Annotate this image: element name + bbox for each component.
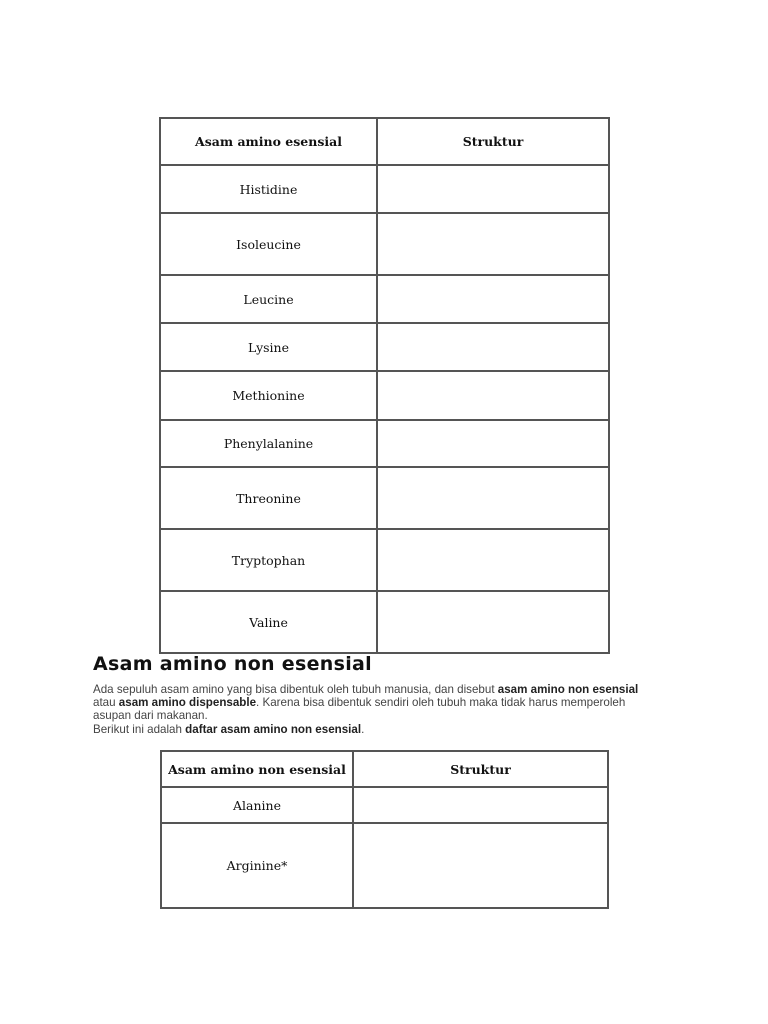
amino-acid-name: Arginine* (161, 823, 353, 908)
structure-cell (353, 823, 608, 908)
amino-acid-name: Leucine (160, 275, 377, 323)
structure-cell (353, 787, 608, 823)
structure-cell (377, 165, 609, 213)
table-row (160, 275, 609, 323)
table-row (160, 420, 609, 467)
structure-cell (377, 420, 609, 467)
essential-amino-acid-table (159, 117, 610, 654)
structure-cell (377, 371, 609, 420)
section-heading: Asam amino non esensial (93, 653, 372, 675)
table-row (161, 823, 608, 908)
structure-cell (377, 591, 609, 653)
table-row (160, 213, 609, 275)
paragraph-text: atau (93, 696, 119, 710)
column-header-structure: Struktur (377, 118, 609, 165)
table-row (160, 165, 609, 213)
bold-term: asam amino dispensable (118, 696, 257, 710)
table-row (161, 787, 608, 823)
amino-acid-name: Methionine (160, 371, 377, 420)
amino-acid-name: Phenylalanine (160, 420, 377, 467)
structure-cell (377, 467, 609, 529)
amino-acid-name: Tryptophan (160, 529, 377, 591)
table-header-row (160, 118, 609, 165)
column-header-amino-acid: Asam amino non esensial (161, 751, 353, 787)
structure-cell (377, 323, 609, 371)
column-header-amino-acid: Asam amino esensial (160, 118, 377, 165)
table-row (160, 323, 609, 371)
column-header-structure: Struktur (353, 751, 608, 787)
table-row (160, 529, 609, 591)
table-header-row (161, 751, 608, 787)
bold-term: daftar asam amino non esensial (185, 722, 362, 736)
amino-acid-name: Histidine (160, 165, 377, 213)
amino-acid-name: Threonine (160, 467, 377, 529)
amino-acid-name: Lysine (160, 323, 377, 371)
paragraph-text: . (361, 722, 365, 736)
amino-acid-name: Isoleucine (160, 213, 377, 275)
amino-acid-name: Valine (160, 591, 377, 653)
table-row (160, 371, 609, 420)
structure-cell (377, 213, 609, 275)
nonessential-amino-acid-table (160, 750, 609, 909)
table-row (160, 467, 609, 529)
structure-cell (377, 529, 609, 591)
amino-acid-name: Alanine (161, 787, 353, 823)
paragraph-text: Ada sepuluh asam amino yang bisa dibentuk oleh tubuh manusia, dan disebut (93, 683, 498, 696)
structure-cell (377, 275, 609, 323)
section-description (93, 683, 653, 736)
bold-term: asam amino non esensial (497, 683, 639, 696)
paragraph-text: Berikut ini adalah (93, 722, 186, 736)
table-row (160, 591, 609, 653)
paragraph-text: . Karena bisa dibentuk sendiri oleh tubuh maka tidak harus memperoleh asupan dari makanan. (93, 696, 626, 723)
